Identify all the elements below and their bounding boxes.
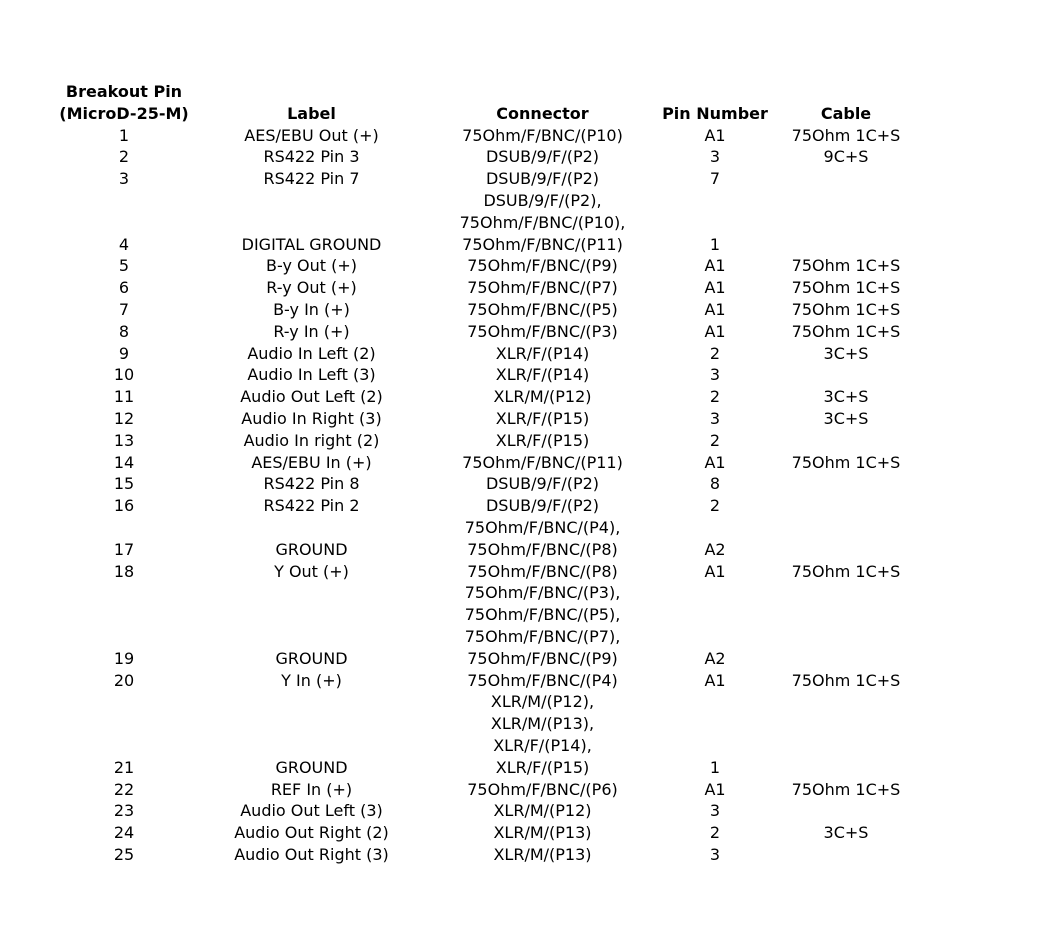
connector-line: 75Ohm/F/BNC/(P9) bbox=[467, 648, 618, 668]
cell-pin-number: 3 bbox=[709, 801, 721, 821]
cell-cable: 75Ohm 1C+S bbox=[791, 321, 901, 341]
cell-pin-number: 3 bbox=[709, 365, 721, 385]
cell-cable: 75Ohm 1C+S bbox=[791, 779, 901, 799]
cell-pin-number: 2 bbox=[709, 387, 721, 407]
connector-line: XLR/M/(P13) bbox=[493, 823, 592, 843]
cell-label: Audio Out Left (3) bbox=[240, 801, 383, 821]
header-label: Label bbox=[287, 103, 336, 123]
connector-line: 75Ohm/F/BNC/(P6) bbox=[467, 779, 618, 799]
table-row bbox=[49, 561, 923, 583]
cell-connector bbox=[424, 321, 661, 343]
cell-connector bbox=[424, 822, 661, 844]
connector-line: XLR/M/(P13), bbox=[490, 714, 595, 734]
cell-cable: 75Ohm 1C+S bbox=[791, 299, 901, 319]
cell-connector bbox=[424, 495, 661, 517]
cell-connector bbox=[424, 168, 661, 190]
cell-breakout-pin: 23 bbox=[113, 801, 135, 821]
connector-line: XLR/M/(P13) bbox=[493, 844, 592, 864]
cell-connector bbox=[424, 190, 661, 255]
cell-label: REF In (+) bbox=[270, 779, 353, 799]
table-body bbox=[49, 125, 923, 866]
table-row bbox=[49, 452, 923, 474]
cell-pin-number: A1 bbox=[704, 561, 726, 581]
connector-line: DSUB/9/F/(P2) bbox=[485, 474, 600, 494]
header-connector: Connector bbox=[496, 103, 589, 123]
cell-label: Y In (+) bbox=[281, 670, 342, 690]
cell-pin-number: 2 bbox=[709, 430, 721, 450]
cell-label: AES/EBU Out (+) bbox=[244, 125, 379, 145]
cell-breakout-pin: 11 bbox=[113, 387, 135, 407]
cell-connector bbox=[424, 146, 661, 168]
cell-label: B-y In (+) bbox=[273, 299, 350, 319]
table-row bbox=[49, 517, 923, 561]
cell-breakout-pin: 13 bbox=[113, 430, 135, 450]
cell-pin-number: 1 bbox=[709, 234, 721, 254]
cell-breakout-pin: 8 bbox=[118, 321, 130, 341]
table-row bbox=[49, 386, 923, 408]
cell-pin-number: 8 bbox=[709, 474, 721, 494]
connector-line: DSUB/9/F/(P2) bbox=[485, 169, 600, 189]
cell-cable: 75Ohm 1C+S bbox=[791, 125, 901, 145]
connector-line: 75Ohm/F/BNC/(P7), bbox=[464, 626, 621, 646]
cell-label: AES/EBU In (+) bbox=[251, 452, 372, 472]
connector-line: DSUB/9/F/(P2) bbox=[485, 147, 600, 167]
cell-cable bbox=[769, 800, 923, 822]
cell-label: GROUND bbox=[275, 539, 348, 559]
cell-cable bbox=[769, 364, 923, 386]
cell-breakout-pin: 17 bbox=[113, 539, 135, 559]
cell-cable bbox=[769, 430, 923, 452]
cell-pin-number: A2 bbox=[704, 539, 726, 559]
cell-connector bbox=[424, 343, 661, 365]
cell-connector bbox=[424, 844, 661, 866]
table-row bbox=[49, 125, 923, 147]
table-row bbox=[49, 779, 923, 801]
connector-line: 75Ohm/F/BNC/(P9) bbox=[467, 256, 618, 276]
cell-breakout-pin: 9 bbox=[118, 343, 130, 363]
table-row bbox=[49, 299, 923, 321]
cell-breakout-pin: 22 bbox=[113, 779, 135, 799]
header-breakout-pin-line1: Breakout Pin bbox=[65, 82, 183, 101]
header-row bbox=[49, 81, 923, 125]
cell-breakout-pin: 25 bbox=[113, 844, 135, 864]
header-breakout-pin-line2: (MicroD-25-M) bbox=[59, 103, 189, 123]
cell-connector bbox=[424, 452, 661, 474]
cell-connector bbox=[424, 779, 661, 801]
cell-connector bbox=[424, 299, 661, 321]
cell-pin-number: 2 bbox=[709, 823, 721, 843]
connector-line: XLR/M/(P12) bbox=[493, 387, 592, 407]
cell-connector bbox=[424, 125, 661, 147]
cell-connector bbox=[424, 430, 661, 452]
cell-pin-number: A1 bbox=[704, 299, 726, 319]
cell-pin-number: A1 bbox=[704, 779, 726, 799]
cell-breakout-pin: 7 bbox=[118, 299, 130, 319]
cell-connector bbox=[424, 517, 661, 561]
table-row bbox=[49, 430, 923, 452]
connector-line: XLR/F/(P15) bbox=[495, 430, 590, 450]
cell-pin-number: A1 bbox=[704, 278, 726, 298]
cell-cable: 75Ohm 1C+S bbox=[791, 256, 901, 276]
cell-label: Y Out (+) bbox=[274, 561, 349, 581]
table-row bbox=[49, 343, 923, 365]
cell-pin-number: A1 bbox=[704, 321, 726, 341]
connector-line: 75Ohm/F/BNC/(P5), bbox=[464, 605, 621, 625]
table-row bbox=[49, 582, 923, 669]
cell-label: Audio Out Right (3) bbox=[234, 844, 389, 864]
cell-pin-number: 3 bbox=[709, 844, 721, 864]
cell-breakout-pin: 24 bbox=[113, 823, 135, 843]
cell-label: Audio Out Left (2) bbox=[240, 387, 383, 407]
cell-cable: 75Ohm 1C+S bbox=[791, 670, 901, 690]
table-row bbox=[49, 408, 923, 430]
cell-cable: 3C+S bbox=[823, 387, 869, 407]
cell-breakout-pin: 5 bbox=[118, 256, 130, 276]
cell-connector bbox=[424, 473, 661, 495]
cell-cable bbox=[769, 844, 923, 866]
cell-label: R-y Out (+) bbox=[266, 278, 357, 298]
cell-cable: 9C+S bbox=[823, 147, 869, 167]
connector-line: 75Ohm/F/BNC/(P10), bbox=[459, 212, 626, 232]
connector-line: XLR/F/(P15) bbox=[495, 408, 590, 428]
cell-pin-number: A1 bbox=[704, 670, 726, 690]
cell-connector bbox=[424, 691, 661, 778]
connector-line: 75Ohm/F/BNC/(P3), bbox=[464, 583, 621, 603]
connector-line: 75Ohm/F/BNC/(P4) bbox=[467, 670, 618, 690]
cell-breakout-pin: 18 bbox=[113, 561, 135, 581]
connector-line: 75Ohm/F/BNC/(P11) bbox=[462, 452, 623, 472]
connector-line: XLR/F/(P15) bbox=[495, 757, 590, 777]
cell-label: Audio In Left (2) bbox=[247, 343, 376, 363]
connector-line: 75Ohm/F/BNC/(P3) bbox=[467, 321, 618, 341]
connector-line: DSUB/9/F/(P2), bbox=[483, 190, 602, 210]
header-breakout-pin bbox=[49, 81, 199, 125]
cell-label: DIGITAL GROUND bbox=[241, 234, 382, 254]
cell-cable bbox=[769, 517, 923, 561]
cell-pin-number: 3 bbox=[709, 408, 721, 428]
cell-connector bbox=[424, 255, 661, 277]
connector-line: 75Ohm/F/BNC/(P10) bbox=[462, 125, 623, 145]
connector-line: 75Ohm/F/BNC/(P5) bbox=[467, 299, 618, 319]
cell-pin-number: A2 bbox=[704, 648, 726, 668]
cell-cable bbox=[769, 473, 923, 495]
cell-label: RS422 Pin 8 bbox=[263, 474, 360, 494]
cell-breakout-pin: 16 bbox=[113, 496, 135, 516]
connector-line: DSUB/9/F/(P2) bbox=[485, 496, 600, 516]
cell-cable bbox=[769, 168, 923, 190]
table-row bbox=[49, 277, 923, 299]
pinout-table bbox=[49, 81, 923, 866]
cell-connector bbox=[424, 582, 661, 669]
connector-line: XLR/F/(P14), bbox=[493, 735, 592, 755]
cell-label: B-y Out (+) bbox=[265, 256, 357, 276]
header-pin-number: Pin Number bbox=[662, 103, 768, 123]
table-row bbox=[49, 844, 923, 866]
cell-pin-number: 1 bbox=[709, 757, 721, 777]
table-row bbox=[49, 800, 923, 822]
table-row bbox=[49, 146, 923, 168]
connector-line: XLR/M/(P12), bbox=[490, 692, 595, 712]
cell-breakout-pin: 1 bbox=[118, 125, 130, 145]
cell-breakout-pin: 6 bbox=[118, 278, 130, 298]
cell-pin-number: 2 bbox=[709, 496, 721, 516]
cell-breakout-pin: 21 bbox=[113, 757, 135, 777]
cell-breakout-pin: 3 bbox=[118, 169, 130, 189]
cell-connector bbox=[424, 800, 661, 822]
cell-label: Audio Out Right (2) bbox=[234, 823, 389, 843]
cell-pin-number: A1 bbox=[704, 452, 726, 472]
cell-cable bbox=[769, 691, 923, 778]
header-cable: Cable bbox=[820, 103, 872, 123]
cell-cable: 75Ohm 1C+S bbox=[791, 561, 901, 581]
cell-connector bbox=[424, 364, 661, 386]
cell-cable bbox=[769, 582, 923, 669]
cell-pin-number: 3 bbox=[709, 147, 721, 167]
connector-line: XLR/M/(P12) bbox=[493, 801, 592, 821]
cell-cable: 3C+S bbox=[823, 343, 869, 363]
cell-connector bbox=[424, 277, 661, 299]
connector-line: 75Ohm/F/BNC/(P7) bbox=[467, 278, 618, 298]
cell-cable bbox=[769, 190, 923, 255]
connector-line: 75Ohm/F/BNC/(P8) bbox=[467, 561, 618, 581]
cell-connector bbox=[424, 561, 661, 583]
cell-connector bbox=[424, 408, 661, 430]
cell-connector bbox=[424, 386, 661, 408]
cell-label: Audio In Right (3) bbox=[241, 408, 382, 428]
table-row bbox=[49, 691, 923, 778]
cell-label: Audio In Left (3) bbox=[247, 365, 376, 385]
cell-pin-number: 7 bbox=[709, 169, 721, 189]
cell-label: RS422 Pin 3 bbox=[263, 147, 360, 167]
table-row bbox=[49, 190, 923, 255]
cell-label: GROUND bbox=[275, 757, 348, 777]
cell-cable: 75Ohm 1C+S bbox=[791, 278, 901, 298]
cell-label: GROUND bbox=[275, 648, 348, 668]
connector-line: XLR/F/(P14) bbox=[495, 365, 590, 385]
cell-cable bbox=[769, 495, 923, 517]
cell-breakout-pin: 14 bbox=[113, 452, 135, 472]
connector-line: 75Ohm/F/BNC/(P4), bbox=[464, 517, 621, 537]
table-row bbox=[49, 822, 923, 844]
cell-label: Audio In right (2) bbox=[243, 430, 380, 450]
cell-breakout-pin: 10 bbox=[113, 365, 135, 385]
connector-line: XLR/F/(P14) bbox=[495, 343, 590, 363]
cell-label: R-y In (+) bbox=[273, 321, 350, 341]
table-row bbox=[49, 473, 923, 495]
cell-breakout-pin: 12 bbox=[113, 408, 135, 428]
cell-breakout-pin: 15 bbox=[113, 474, 135, 494]
cell-cable: 75Ohm 1C+S bbox=[791, 452, 901, 472]
cell-pin-number: 2 bbox=[709, 343, 721, 363]
table-row bbox=[49, 168, 923, 190]
cell-pin-number: A1 bbox=[704, 256, 726, 276]
cell-cable: 3C+S bbox=[823, 823, 869, 843]
cell-breakout-pin: 20 bbox=[113, 670, 135, 690]
table-header bbox=[49, 81, 923, 125]
cell-breakout-pin: 2 bbox=[118, 147, 130, 167]
table-row bbox=[49, 321, 923, 343]
table-row bbox=[49, 495, 923, 517]
connector-line: 75Ohm/F/BNC/(P11) bbox=[462, 234, 623, 254]
cell-label: RS422 Pin 2 bbox=[263, 496, 360, 516]
cell-connector bbox=[424, 670, 661, 692]
table-row bbox=[49, 670, 923, 692]
table-row bbox=[49, 255, 923, 277]
cell-breakout-pin: 4 bbox=[118, 234, 130, 254]
cell-breakout-pin: 19 bbox=[113, 648, 135, 668]
cell-label: RS422 Pin 7 bbox=[263, 169, 360, 189]
connector-line: 75Ohm/F/BNC/(P8) bbox=[467, 539, 618, 559]
cell-cable: 3C+S bbox=[823, 408, 869, 428]
table-row bbox=[49, 364, 923, 386]
cell-pin-number: A1 bbox=[704, 125, 726, 145]
